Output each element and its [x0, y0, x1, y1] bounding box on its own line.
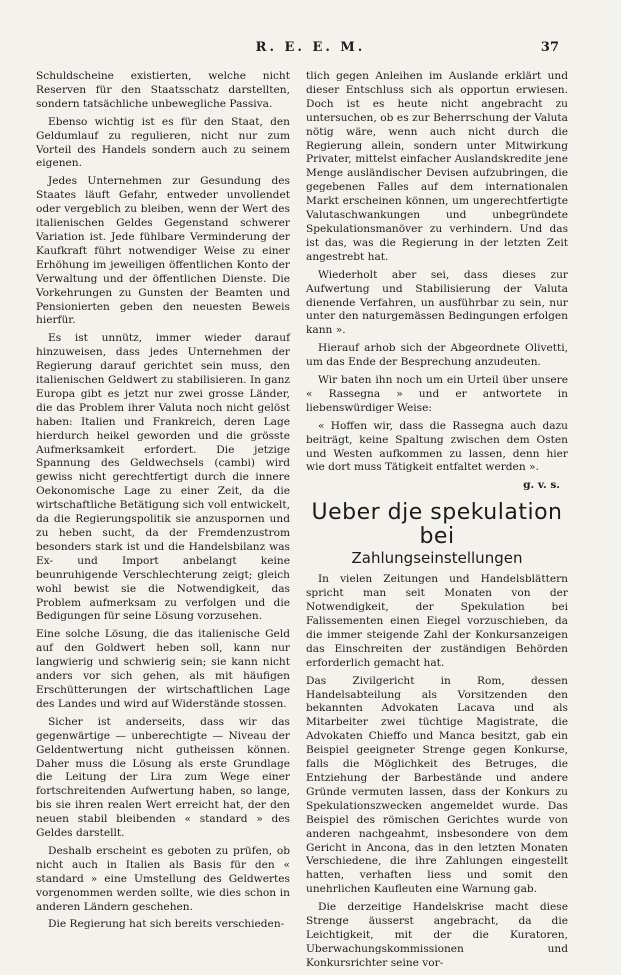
article-body	[306, 573, 568, 970]
paragraph: Deshalb erscheint es geboten zu prüfen, ob nicht auch in Italien als Basis für den « standard » eine Umstellung des Geldwertes vorgenommen werden sollte, wie dies schon in anderen Ländern geschehen.	[36, 844, 290, 913]
left-column	[36, 70, 290, 936]
paragraph: Schuldscheine existierten, welche nicht Reserven für den Staatsschatz darstellten, sondern tatsächliche unbewegliche Passiva.	[36, 70, 290, 110]
paragraph: « Hoffen wir, dass die Rassegna auch dazu beiträgt, keine Spaltung zwischen dem Osten und Westen aufkommen zu lassen, denn hier wie dort muss Tätigkeit entfaltet werden ».	[306, 419, 568, 474]
interview-continuation	[306, 70, 568, 475]
right-column	[306, 70, 568, 975]
page-number: 37	[540, 40, 559, 55]
author-signature: g. v. s.	[523, 479, 560, 492]
paragraph: Ebenso wichtig ist es für den Staat, den Geldumlauf zu regulieren, nicht nur zum Vorteil des Handels sondern auch zu seinem eigenen.	[36, 115, 290, 170]
page-header	[0, 40, 621, 60]
article-title: Ueber dje spekulation bei	[311, 500, 563, 550]
paragraph: Hierauf arhob sich der Abgeordnete Olivetti, um das Ende der Besprechung anzudeuten.	[306, 342, 568, 369]
paragraph: tlich gegen Anleihen im Auslande erklärt und dieser Entschluss sich als opportun erwiesen. Doch ist es heute nicht angebracht zu untersuchen, ob es zur Beherrschung der Valuta nötig wäre, wenn auch nicht durch die Regierung allein, sondern unter Mitwirkung Privater, mittelst einfacher Auslandskredite jene Menge ausländischer Devisen aufzubringen, die gegebenen Falles auf dem internationalen Markt erscheinen können, um ungerechtfertigte Valutaschwankungen und unbegründete Spekulationsmanöver zu verhindern. Und das ist das, was die Regierung in der letzten Zeit angestrebt hat.	[306, 70, 568, 263]
running-title: R. E. E. M.	[255, 40, 366, 55]
paragraph: Jedes Unternehmen zur Gesundung des Staates läuft Gefahr, entweder unvollendet oder vergeblich zu bleiben, wenn der Wert des italienischen Geldes Gegenstand schwerer Variation ist. Jede fühlbare Verminderung der Kaufkraft führt notwendiger Weise zu einer Erhöhung im jeweiligen öffentlichen Konto der Verwaltung und der öffentlichen Dienste. Die Vorkehrungen zu Gunsten der Beamten und Pensionierten geben den neuesten Beweis hierfür.	[36, 175, 290, 327]
paragraph: Eine solche Lösung, die das italienische Geld auf den Goldwert heben soll, kann nur langwierig und schwierig sein; sie kann nicht anders vor sich gehen, als mit häufigen Erschütterungen der wirtschaftlichen Lage des Landes und wird auf Widerstände stossen.	[36, 628, 290, 710]
paragraph: Es ist unnütz, immer wieder darauf hinzuweisen, dass jedes Unternehmen der Regierung darauf gerichtet sein muss, den italienischen Geldwert zu stabilisieren. In ganz Europa gibt es jetzt nur zwei grosse Länder, die das Problem ihrer Valuta noch nicht gelöst haben: Italien und Frankreich, deren Lage hierdurch heikel geworden und die grösste Aufmerksamkeit erfordert. Die jetzige Spannung des Geldwechsels (cambi) wird gewiss nicht gerechtfertigt durch die innere Oekonomische Lage zu einer Zeit, da die wirtschaftliche Betätigung sich voll entwickelt, da die Regierungspolitik sie anzuspornen und zu heben sucht, da der Fremdenzustrom besonders stark ist und die Handelsbilanz was Ex- und Import anbelangt keine beunruhigende Verschlechterung zeigt; gleich wohl bewist sie die Notwendigkeit, das Problem aufmerksam zu verfolgen und die Bedigungen für seine Lösung vorzusehen.	[36, 332, 290, 623]
paragraph: Wiederholt aber sei, dass dieses zur Aufwertung und Stabilisierung der Valuta dienende Verfahren, un ausführbar zu sein, nur unter den naturgemässen Bedingungen erfolgen kann ».	[306, 268, 568, 337]
paragraph: Sicher ist anderseits, dass wir das gegenwärtige — unberechtigte — Niveau der Geldentwertung nicht gutheissen können. Daher muss die Lösung als erste Grundlage die Leitung der Lira zum Wege einer fortschreitenden Aufwertung haben, so lange, bis sie ihren realen Wert erreicht hat, der den neuen stabil bleibenden « standard » des Geldes darstellt.	[36, 715, 290, 840]
paragraph: In vielen Zeitungen und Handelsblättern spricht man seit Monaten von der Notwendigkeit, der Spekulation bei Falissementen einen Eiegel vorzuschieben, da die immer steigende Zahl der Konkursanzeigen das Einschreiten der zuständigen Behörden erforderlich gemacht hat.	[306, 573, 568, 669]
article-subtitle: Zahlungseinstellungen	[351, 549, 523, 568]
paragraph: Das Zivilgericht in Rom, dessen Handelsabteilung als Vorsitzenden den bekannten Advokaten Lacava und als Mitarbeiter zwei tüchtige Magistrate, die Advokaten Chieffo und Manca besitzt, gab ein Beispiel geeigneter Strenge gegen Konkurse, falls die Möglichkeit des Betruges, die Entziehung der Barbestände und andere Gründe vermuten lassen, dass der Konkurs zu Spekulationszwecken angemeldet wurde. Das Beispiel des römischen Gerichtes wurde von anderen nachgeahmt, insbesondere von dem Gericht in Ancona, das in den letzten Monaten Verschiedene, die ihre Zahlungen eingestellt hatten, verhaften liess und somit den unehrlichen Kaufleuten eine Warnung gab.	[306, 674, 568, 896]
paragraph: Die derzeitige Handelskrise macht diese Strenge äusserst angebracht, da die Leichtigkeit, mit der die Kuratoren, Uberwachungskommissionen und Konkursrichter seine vor-	[306, 901, 568, 969]
paragraph: Die Regierung hat sich bereits verschieden-	[48, 918, 285, 931]
paragraph: Wir baten ihn noch um ein Urteil über unsere « Rassegna » und er antwortete in liebenswürdiger Weise:	[306, 374, 568, 414]
